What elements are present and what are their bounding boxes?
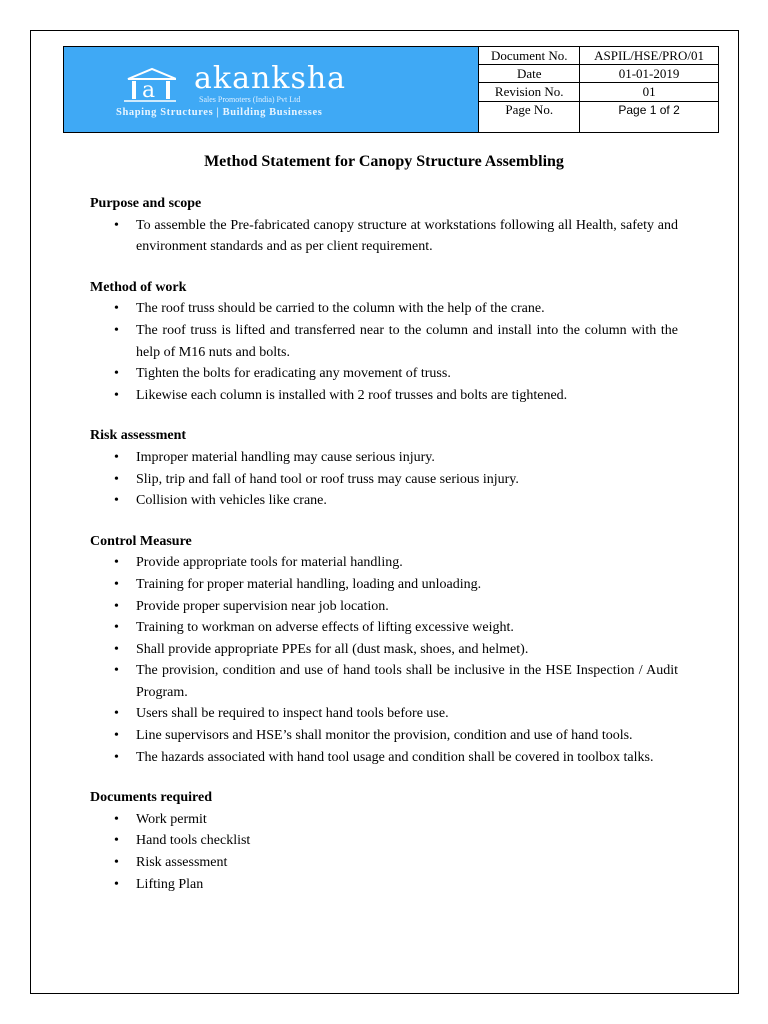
list-item: • The roof truss should be carried to the column with the help of the crane.: [90, 298, 678, 320]
list-item: • Users shall be required to inspect hand tools before use.: [90, 703, 678, 725]
list-item: • Collision with vehicles like crane.: [90, 490, 678, 512]
bullet-list: [90, 809, 678, 895]
logo-subtitle: Sales Promoters (India) Pvt Ltd: [199, 95, 301, 104]
list-item: • Likewise each column is installed with 2 roof trusses and bolts are tightened.: [90, 385, 678, 407]
section-heading: Risk assessment: [90, 428, 187, 444]
meta-row: [479, 101, 718, 132]
list-item: • Provide appropriate tools for material handling.: [90, 552, 678, 574]
meta-value: 01-01-2019: [580, 65, 718, 83]
section-heading: Method of work: [90, 279, 187, 295]
meta-row: [479, 83, 718, 101]
list-item: • The provision, condition and use of hand tools shall be inclusive in the HSE Inspection / Audit Program.: [90, 660, 678, 703]
document-title: Method Statement for Canopy Structure Assembling: [204, 153, 564, 170]
list-item: • Provide proper supervision near job location.: [90, 596, 678, 618]
bullet-list: [90, 298, 678, 406]
meta-label: Date: [479, 65, 579, 83]
list-item: • To assemble the Pre-fabricated canopy structure at workstations following all Health, safety and environment standards and as per client requirement.: [90, 215, 678, 258]
section-heading: Control Measure: [90, 533, 192, 549]
meta-value: 01: [580, 83, 718, 101]
meta-value: ASPIL/HSE/PRO/01: [580, 47, 718, 65]
list-item: • The hazards associated with hand tool usage and condition shall be covered in toolbox talks.: [90, 747, 678, 769]
section-heading: Documents required: [90, 790, 212, 806]
logo-house-icon: [124, 67, 176, 103]
list-item: • Lifting Plan: [90, 874, 678, 896]
meta-label: Document No.: [479, 47, 579, 65]
meta-label: Revision No.: [479, 83, 579, 101]
section-heading: Purpose and scope: [90, 196, 202, 211]
bullet-list: [90, 215, 678, 258]
logo-name: akanksha: [194, 61, 347, 96]
logo-tagline: Shaping Structures | Building Businesses: [116, 107, 323, 118]
document-header: [63, 46, 719, 133]
document-meta-table: [479, 47, 718, 132]
list-item: • Line supervisors and HSE’s shall monitor the provision, condition and use of hand tools.: [90, 725, 678, 747]
company-logo: [64, 47, 479, 132]
list-item: • Training for proper material handling, loading and unloading.: [90, 574, 678, 596]
meta-row: [479, 47, 718, 65]
list-item: • Hand tools checklist: [90, 830, 678, 852]
meta-label: Page No.: [479, 101, 579, 132]
bullet-list: [90, 447, 678, 512]
svg-text:a: a: [142, 78, 156, 103]
list-item: • Training to workman on adverse effects of lifting excessive weight.: [90, 617, 678, 639]
list-item: • Tighten the bolts for eradicating any movement of truss.: [90, 363, 678, 385]
list-item: • Risk assessment: [90, 852, 678, 874]
bullet-list: [90, 552, 678, 768]
list-item: • Shall provide appropriate PPEs for all (dust mask, shoes, and helmet).: [90, 639, 678, 661]
document-body: [90, 150, 678, 914]
list-item: • Improper material handling may cause serious injury.: [90, 447, 678, 469]
list-item: • Slip, trip and fall of hand tool or roof truss may cause serious injury.: [90, 469, 678, 491]
meta-row: [479, 65, 718, 83]
list-item: • Work permit: [90, 809, 678, 831]
list-item: • The roof truss is lifted and transferred near to the column and install into the column with the help of M16 nuts and bolts.: [90, 320, 678, 363]
meta-value: Page 1 of 2: [580, 101, 718, 132]
